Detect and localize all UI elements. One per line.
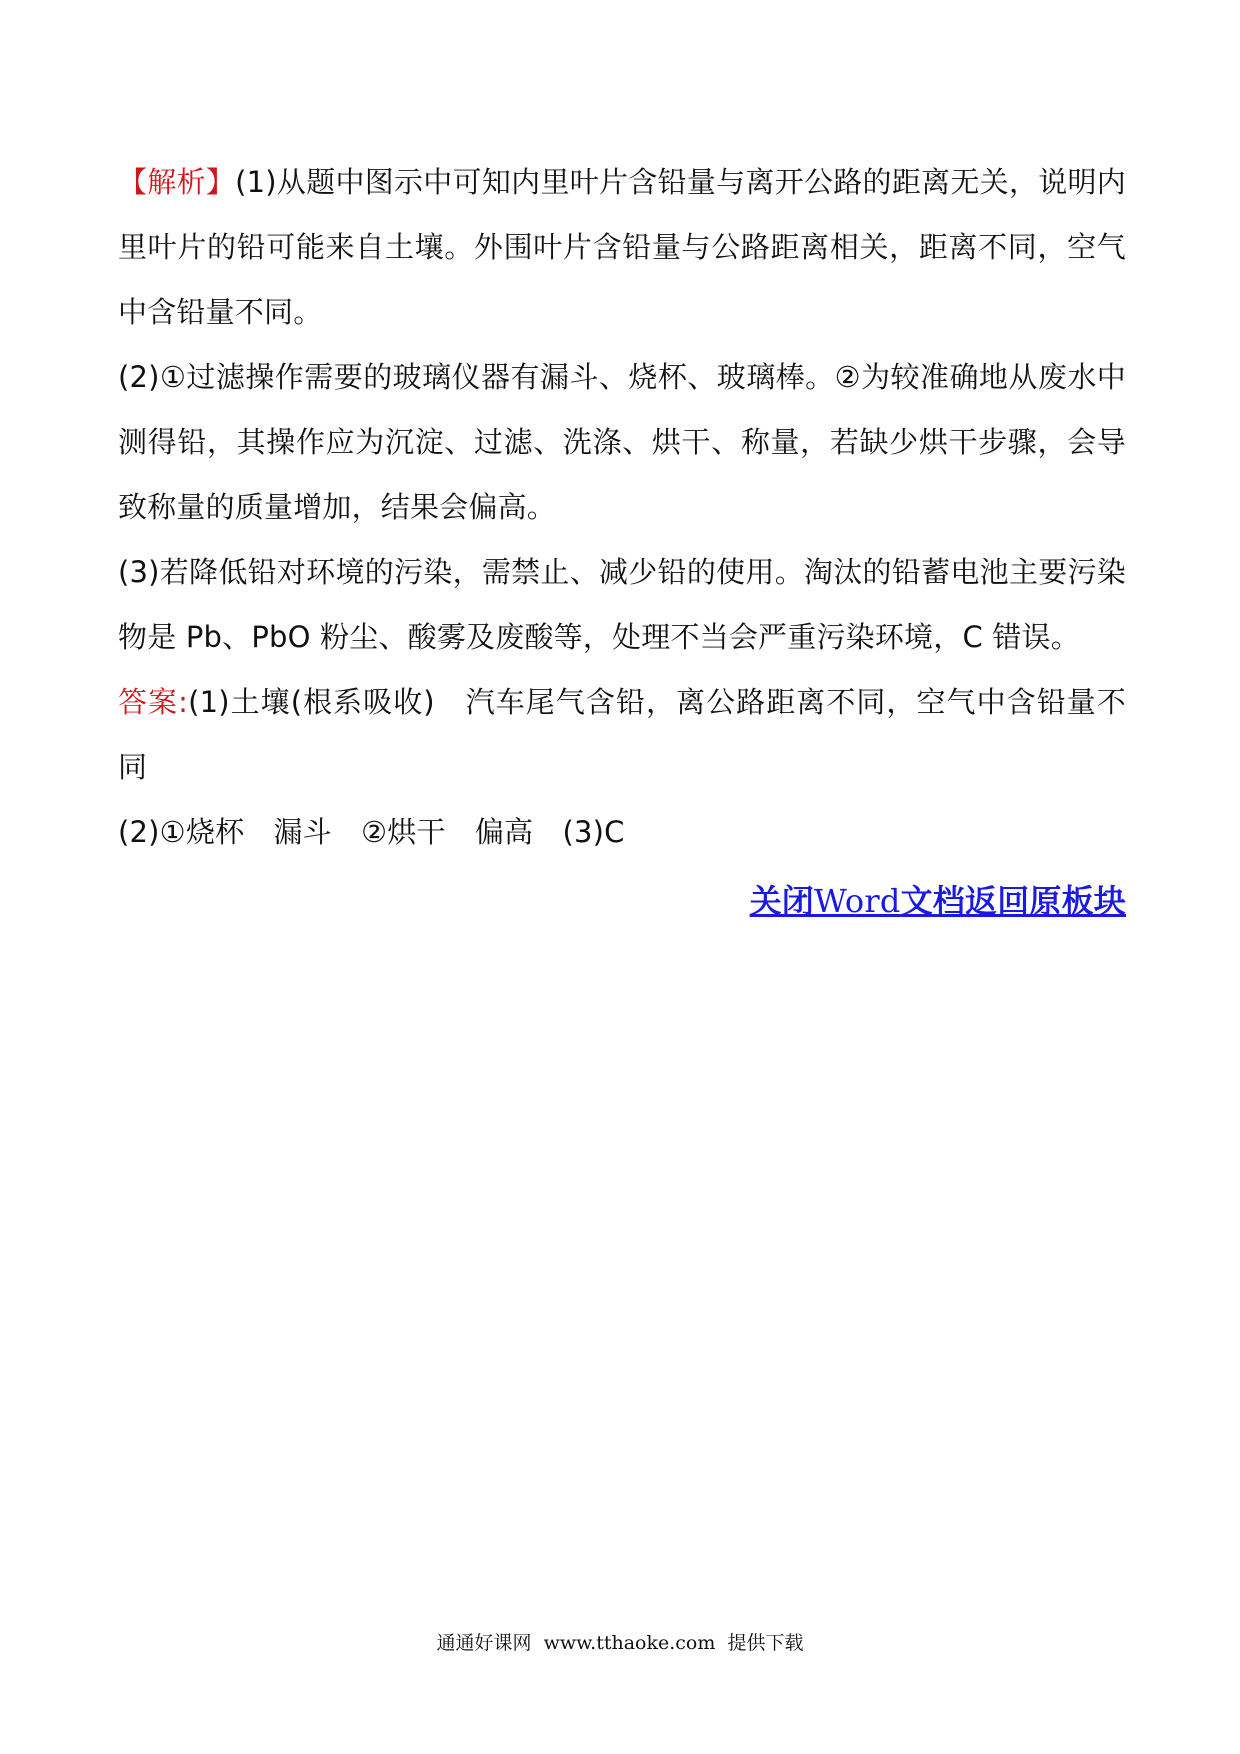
answer-text-1: (1)土壤(根系吸收) 汽车尾气含铅，离公路距离不同，空气中含铅量不同 [118, 685, 1126, 784]
link-text-word: Word [814, 882, 901, 920]
analysis-label: 【解析】 [118, 165, 236, 199]
link-row [118, 871, 1126, 932]
link-text-part2: 文档返回原板块 [900, 882, 1126, 920]
page-footer: 通通好课网 www.tthaoke.com 提供下载 [436, 1632, 804, 1654]
analysis-paragraph-2: (2)①过滤操作需要的玻璃仪器有漏斗、烧杯、玻璃棒。②为较准确地从废水中测得铅，其操作应为沉淀、过滤、洗涤、烘干、称量，若缺少烘干步骤，会导致称量的质量增加，结果会偏高。 [118, 360, 1126, 524]
answer-paragraph-2: (2)①烧杯 漏斗 ②烘干 偏高 (3)C [118, 815, 625, 849]
document-content [118, 150, 1126, 932]
answer-paragraph-1 [118, 670, 1126, 800]
link-text-part1: 关闭 [749, 882, 815, 920]
analysis-paragraph-3: (3)若降低铅对环境的污染，需禁止、减少铅的使用。淘汰的铅蓄电池主要污染物是 Pb、PbO 粉尘、酸雾及废酸等，处理不当会严重污染环境，C 错误。 [118, 555, 1126, 654]
close-word-return-link[interactable] [750, 882, 1126, 920]
analysis-text-1: (1)从题中图示中可知内里叶片含铅量与离开公路的距离无关，说明内里叶片的铅可能来自土壤。外围叶片含铅量与公路距离相关，距离不同，空气中含铅量不同。 [118, 165, 1126, 329]
analysis-paragraph-1 [118, 150, 1126, 345]
answer-label: 答案: [118, 685, 189, 719]
